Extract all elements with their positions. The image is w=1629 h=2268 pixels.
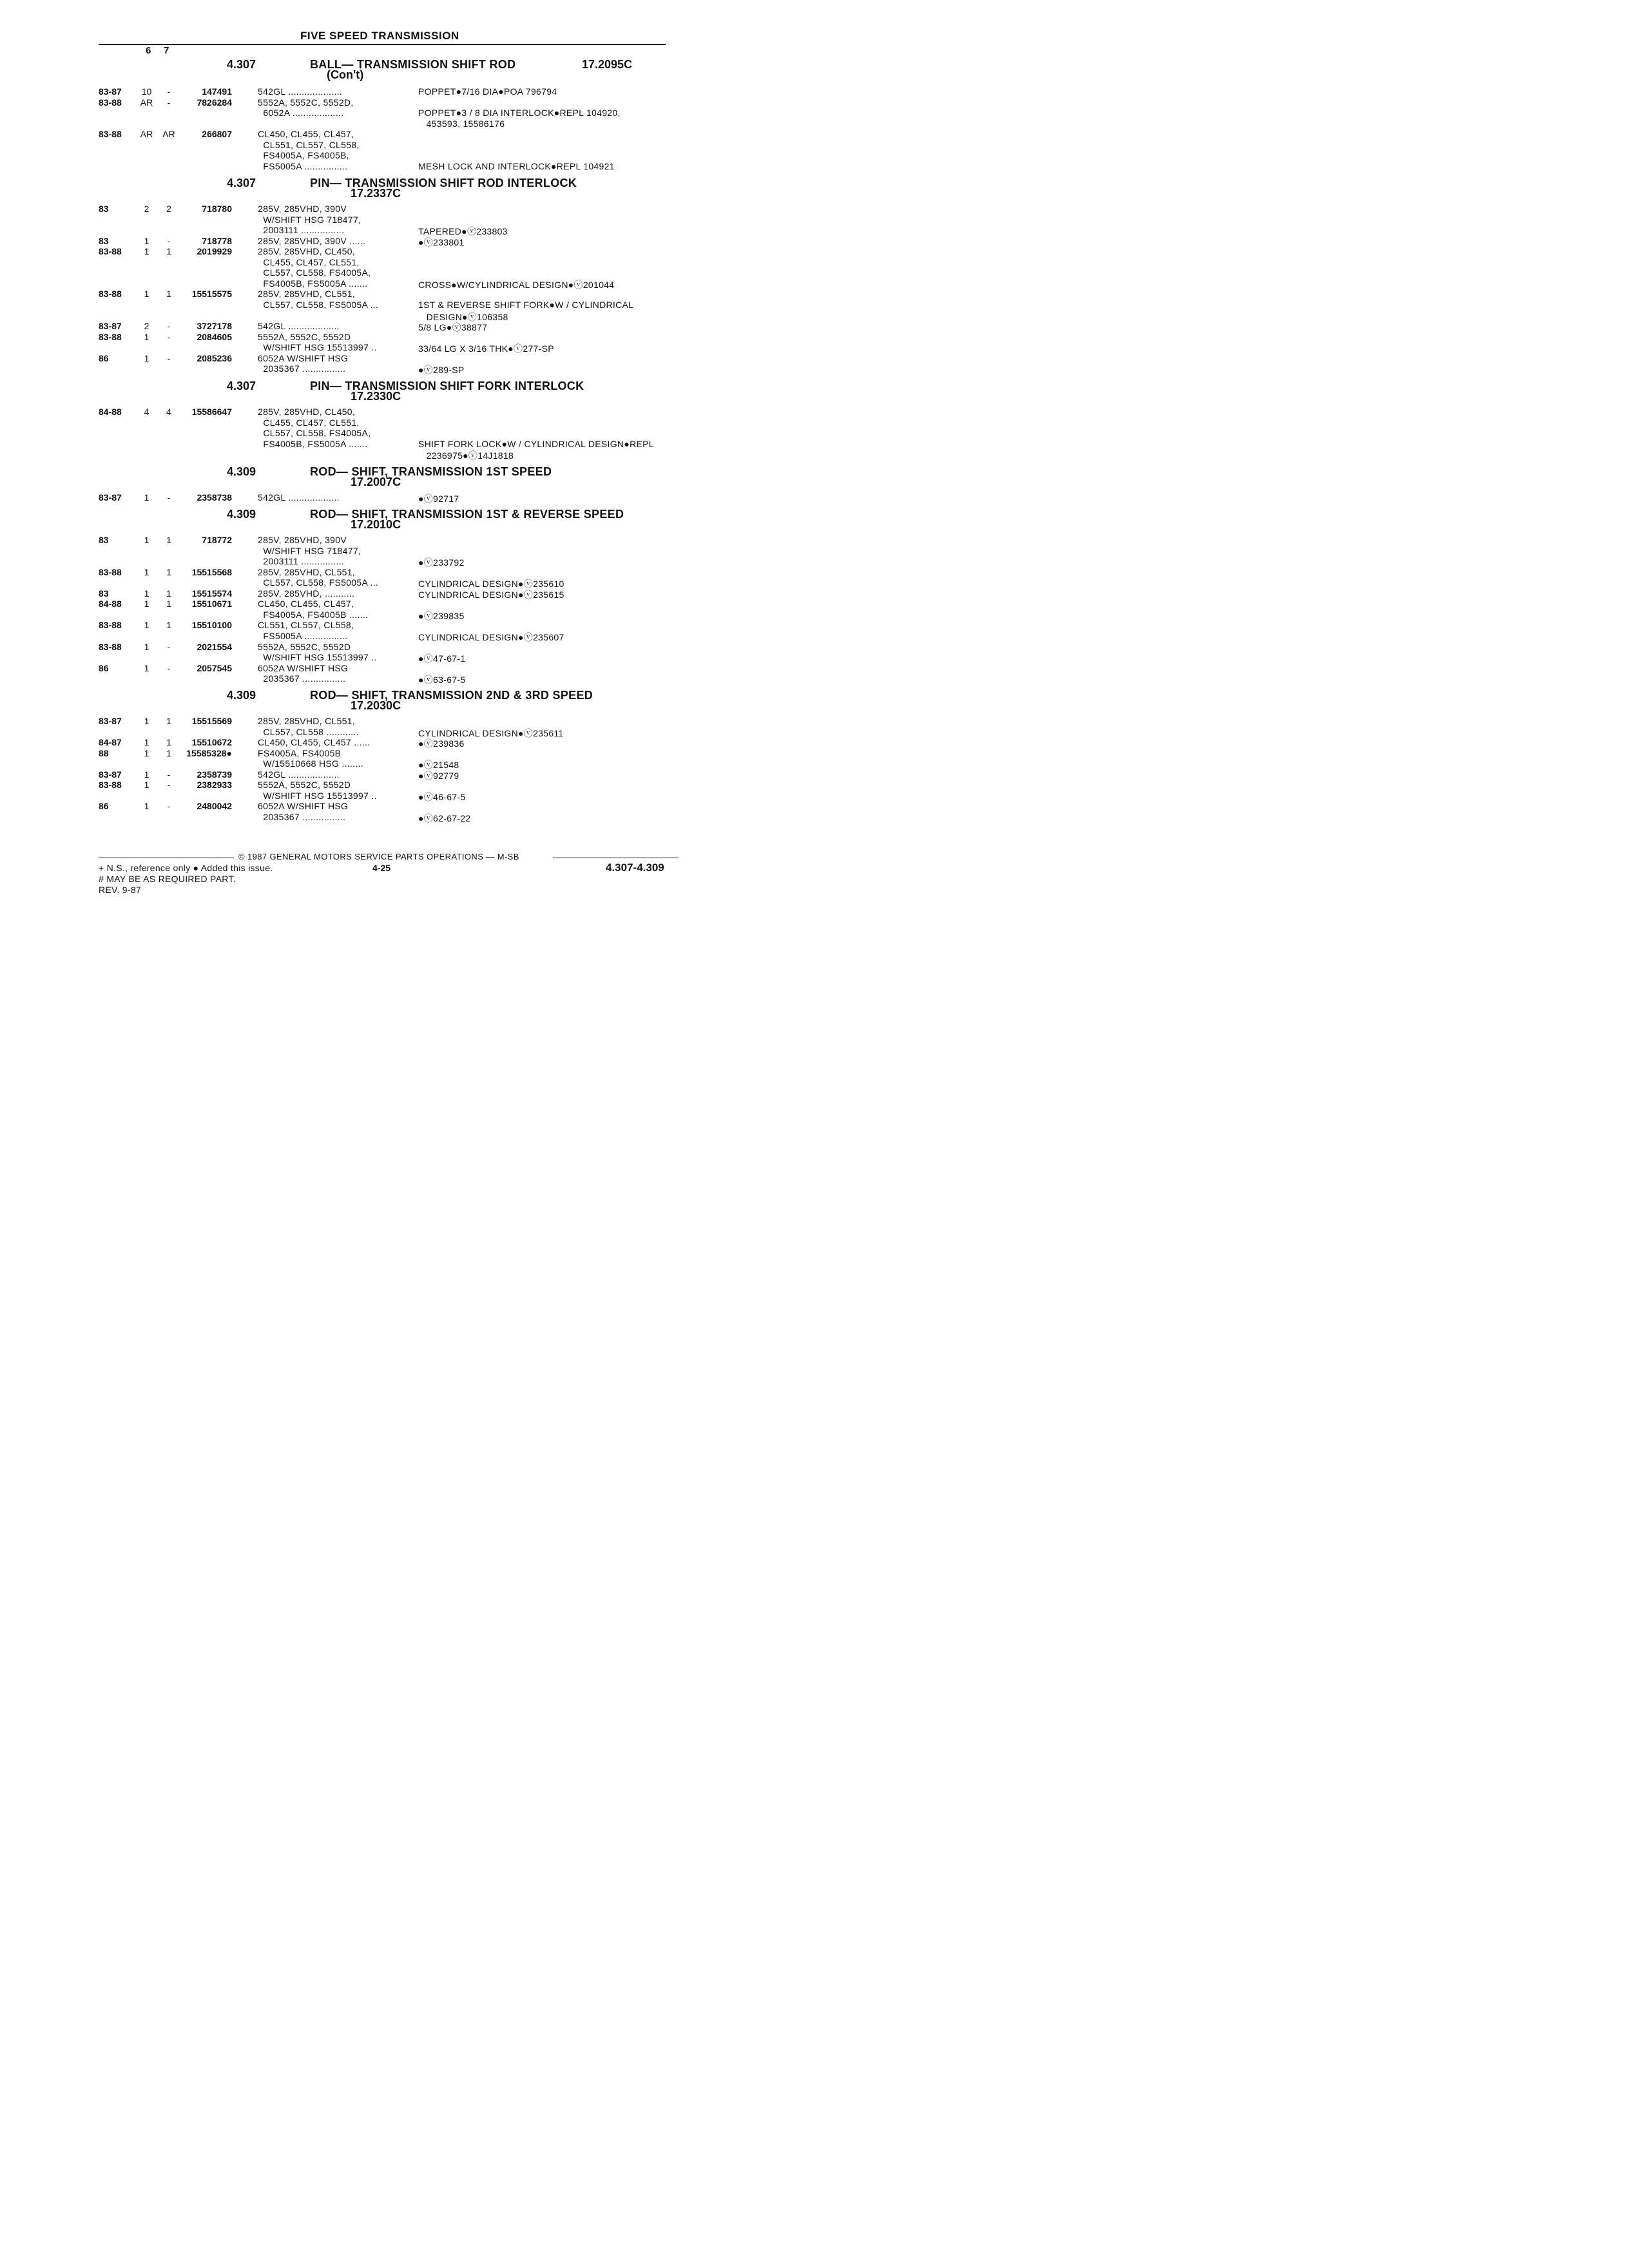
- usage-text: 285V, 285VHD, CL551,: [258, 716, 356, 726]
- part-number: 15585328●: [186, 748, 232, 758]
- part-number: 15586647: [191, 407, 232, 417]
- model-years: 83-88: [99, 129, 122, 139]
- footer-note-ns: + N.S., reference only ● Added this issue.: [99, 863, 273, 873]
- part-row: [0, 225, 731, 236]
- usage-text: CL450, CL455, CL457 ......: [258, 737, 371, 747]
- usage-text: FS5005A ................: [258, 631, 348, 641]
- section-title: PIN— TRANSMISSION SHIFT ROD INTERLOCK: [310, 177, 577, 189]
- part-row: [0, 567, 731, 578]
- quantity-col-6: 1: [144, 332, 149, 342]
- quantity-col-6: 1: [144, 801, 149, 811]
- part-row: [0, 246, 731, 257]
- part-description: POPPET●7/16 DIA●POA 796794: [418, 86, 557, 97]
- model-years: 83-88: [99, 642, 122, 652]
- part-row: [0, 86, 731, 97]
- part-row: [0, 119, 731, 130]
- part-row: [0, 769, 731, 780]
- usage-text: W/SHIFT HSG 718477,: [258, 215, 361, 225]
- quantity-col-6: 1: [144, 289, 149, 299]
- part-row: [0, 428, 731, 439]
- section-number: 4.307: [227, 177, 256, 189]
- part-number: 147491: [202, 86, 232, 97]
- usage-text: CL450, CL455, CL457,: [258, 599, 354, 609]
- section-continued-label: (Con't): [327, 68, 364, 81]
- usage-text: CL557, CL558, FS4005A,: [258, 267, 371, 278]
- part-row: [0, 673, 731, 684]
- usage-text: 542GL ...................: [258, 321, 340, 331]
- quantity-col-6: 1: [144, 353, 149, 363]
- usage-text: 5552A, 5552C, 5552D: [258, 642, 351, 652]
- usage-text: 285V, 285VHD, 390V: [258, 204, 347, 214]
- part-description: 33/64 LG X 3/16 THK●ⓥ277-SP: [418, 343, 554, 354]
- footer-note-required: # MAY BE AS REQUIRED PART.: [99, 874, 236, 884]
- usage-text: FS4005A, FS4005B,: [258, 150, 349, 160]
- quantity-col-6: AR: [140, 97, 153, 108]
- part-description: 5/8 LG●ⓥ38877: [418, 322, 488, 332]
- section-number: 4.307: [227, 58, 256, 71]
- quantity-col-7: 1: [166, 716, 171, 726]
- footer-section-range: 4.307-4.309: [606, 861, 664, 874]
- header-rule: [99, 44, 666, 45]
- parts-catalog-page: [0, 0, 731, 1017]
- part-description: SHIFT FORK LOCK●W / CYLINDRICAL DESIGN●REPL: [418, 439, 654, 449]
- quantity-col-6: 1: [144, 588, 149, 599]
- quantity-col-6: 10: [141, 86, 152, 97]
- part-number: 266807: [202, 129, 232, 139]
- section-title: PIN— TRANSMISSION SHIFT FORK INTERLOCK: [310, 380, 584, 392]
- part-description: MESH LOCK AND INTERLOCK●REPL 104921: [418, 161, 615, 171]
- part-row: [0, 737, 731, 748]
- part-row: [0, 577, 731, 588]
- column-6-heading: 6: [146, 45, 151, 56]
- quantity-col-6: 2: [144, 204, 149, 214]
- usage-text: 285V, 285VHD, CL551,: [258, 289, 356, 299]
- quantity-col-7: AR: [162, 129, 175, 139]
- quantity-col-7: -: [167, 780, 171, 790]
- quantity-col-6: 1: [144, 737, 149, 747]
- part-number: 2358738: [197, 492, 232, 503]
- part-description: CYLINDRICAL DESIGN●ⓥ235615: [418, 590, 564, 600]
- part-row: [0, 716, 731, 727]
- usage-text: FS4005A, FS4005B .......: [258, 610, 369, 620]
- part-description: ●ⓥ233801: [418, 237, 465, 247]
- part-row: [0, 663, 731, 674]
- part-number: 15510671: [191, 599, 232, 609]
- usage-text: 285V, 285VHD, ...........: [258, 588, 355, 599]
- part-row: [0, 342, 731, 353]
- model-years: 83-88: [99, 332, 122, 342]
- section-number: 4.309: [227, 508, 256, 521]
- usage-text: 2035367 ................: [258, 363, 346, 374]
- quantity-col-6: 1: [144, 246, 149, 256]
- footer-revision: REV. 9-87: [99, 885, 142, 895]
- section-title: ROD— SHIFT, TRANSMISSION 2ND & 3RD SPEED: [310, 689, 593, 702]
- page-title: FIVE SPEED TRANSMISSION: [300, 30, 459, 42]
- usage-text: 285V, 285VHD, CL551,: [258, 567, 356, 577]
- quantity-col-6: 1: [144, 535, 149, 545]
- part-description: ●ⓥ233792: [418, 557, 465, 568]
- part-row: [0, 535, 731, 546]
- model-years: 83-87: [99, 716, 122, 726]
- quantity-col-7: 4: [166, 407, 171, 417]
- footer-copyright: © 1987 GENERAL MOTORS SERVICE PARTS OPERATIONS — M-SB: [238, 852, 519, 861]
- part-description: CYLINDRICAL DESIGN●ⓥ235610: [418, 579, 564, 589]
- model-years: 83-87: [99, 769, 122, 780]
- usage-text: W/SHIFT HSG 15513997 ..: [258, 791, 377, 801]
- part-number: 718778: [202, 236, 232, 246]
- usage-text: 6052A W/SHIFT HSG: [258, 353, 349, 363]
- model-years: 83-88: [99, 97, 122, 108]
- usage-text: 2003111 ................: [258, 225, 345, 235]
- part-number: 2021554: [197, 642, 232, 652]
- usage-text: W/15510668 HSG ........: [258, 758, 363, 769]
- part-row: [0, 108, 731, 119]
- part-description: CROSS●W/CYLINDRICAL DESIGN●ⓥ201044: [418, 280, 615, 290]
- quantity-col-7: -: [167, 353, 171, 363]
- part-description: 453593, 15586176: [418, 119, 505, 129]
- part-row: [0, 353, 731, 364]
- column-headings: [146, 45, 182, 56]
- part-number: 2084605: [197, 332, 232, 342]
- part-row: [0, 556, 731, 567]
- section-number: 4.309: [227, 465, 256, 478]
- model-years: 83-88: [99, 780, 122, 790]
- part-row: [0, 161, 731, 172]
- part-description: ●ⓥ46-67-5: [418, 792, 466, 802]
- part-number: 15515568: [191, 567, 232, 577]
- usage-text: 5552A, 5552C, 5552D: [258, 780, 351, 790]
- part-description: ●ⓥ92717: [418, 494, 459, 504]
- quantity-col-6: 1: [144, 663, 149, 673]
- quantity-col-7: 1: [166, 599, 171, 609]
- usage-text: 6052A W/SHIFT HSG: [258, 801, 349, 811]
- part-row: [0, 311, 731, 322]
- quantity-col-6: 1: [144, 620, 149, 630]
- part-row: [0, 267, 731, 278]
- quantity-col-6: 1: [144, 780, 149, 790]
- column-7-heading: 7: [164, 45, 169, 56]
- quantity-col-7: -: [167, 663, 171, 673]
- part-number: 15515574: [191, 588, 232, 599]
- quantity-col-6: 1: [144, 567, 149, 577]
- part-number: 15510100: [191, 620, 232, 630]
- usage-text: CL450, CL455, CL457,: [258, 129, 354, 139]
- usage-text: 2035367 ................: [258, 812, 346, 822]
- part-row: [0, 236, 731, 247]
- usage-text: FS4005B, FS5005A .......: [258, 278, 368, 289]
- model-years: 84-88: [99, 407, 122, 417]
- part-number: 718780: [202, 204, 232, 214]
- usage-text: FS4005B, FS5005A .......: [258, 439, 368, 449]
- quantity-col-7: -: [167, 492, 171, 503]
- section-code: 17.2010C: [351, 518, 401, 531]
- part-number: 2382933: [197, 780, 232, 790]
- part-row: [0, 321, 731, 332]
- part-row: [0, 449, 731, 460]
- quantity-col-7: -: [167, 321, 171, 331]
- quantity-col-7: 1: [166, 246, 171, 256]
- section-title: BALL— TRANSMISSION SHIFT ROD: [310, 58, 516, 71]
- part-description: ●ⓥ62-67-22: [418, 813, 471, 823]
- model-years: 83-88: [99, 246, 122, 256]
- model-years: 86: [99, 801, 109, 811]
- section-title: ROD— SHIFT, TRANSMISSION 1ST & REVERSE SPEED: [310, 508, 624, 521]
- model-years: 83-88: [99, 289, 122, 299]
- usage-text: W/SHIFT HSG 718477,: [258, 546, 361, 556]
- part-row: [0, 642, 731, 653]
- section-number: 4.309: [227, 689, 256, 702]
- part-row: [0, 748, 731, 759]
- quantity-col-7: 1: [166, 535, 171, 545]
- quantity-col-7: 1: [166, 748, 171, 758]
- part-row: [0, 727, 731, 738]
- quantity-col-7: -: [167, 769, 171, 780]
- part-number: 7826284: [197, 97, 232, 108]
- usage-text: 285V, 285VHD, CL450,: [258, 407, 356, 417]
- usage-text: 2035367 ................: [258, 673, 346, 684]
- quantity-col-6: AR: [140, 129, 153, 139]
- quantity-col-6: 1: [144, 716, 149, 726]
- part-row: [0, 546, 731, 557]
- quantity-col-7: 1: [166, 588, 171, 599]
- part-number: 2057545: [197, 663, 232, 673]
- section-code: 17.2095C: [582, 58, 633, 71]
- part-row: [0, 257, 731, 268]
- model-years: 86: [99, 663, 109, 673]
- usage-text: FS4005A, FS4005B: [258, 748, 342, 758]
- part-number: 15515569: [191, 716, 232, 726]
- model-years: 83-87: [99, 321, 122, 331]
- usage-text: 542GL ...................: [258, 492, 340, 503]
- quantity-col-6: 1: [144, 492, 149, 503]
- usage-text: 285V, 285VHD, CL450,: [258, 246, 356, 256]
- usage-text: 6052A W/SHIFT HSG: [258, 663, 349, 673]
- usage-text: 542GL ....................: [258, 86, 342, 97]
- part-number: 15515575: [191, 289, 232, 299]
- quantity-col-7: 1: [166, 737, 171, 747]
- part-row: [0, 300, 731, 311]
- usage-text: CL455, CL457, CL551,: [258, 418, 360, 428]
- model-years: 83-88: [99, 567, 122, 577]
- usage-text: W/SHIFT HSG 15513997 ..: [258, 652, 377, 662]
- usage-text: FS5005A ................: [258, 161, 348, 171]
- part-row: [0, 599, 731, 610]
- section-number: 4.307: [227, 380, 256, 392]
- part-row: [0, 812, 731, 823]
- usage-text: 6052A ...................: [258, 108, 344, 118]
- part-row: [0, 150, 731, 161]
- part-number: 15510672: [191, 737, 232, 747]
- part-row: [0, 332, 731, 343]
- part-row: [0, 791, 731, 802]
- quantity-col-7: -: [167, 801, 171, 811]
- usage-text: 285V, 285VHD, 390V ......: [258, 236, 366, 246]
- quantity-col-6: 2: [144, 321, 149, 331]
- usage-text: CL551, CL557, CL558,: [258, 140, 360, 150]
- quantity-col-6: 1: [144, 769, 149, 780]
- part-description: TAPERED●ⓥ233803: [418, 226, 508, 236]
- usage-text: CL557, CL558, FS5005A ...: [258, 577, 379, 588]
- usage-text: 5552A, 5552C, 5552D,: [258, 97, 354, 108]
- part-number: 2085236: [197, 353, 232, 363]
- section-code: 17.2337C: [351, 187, 401, 200]
- part-description: DESIGN●ⓥ106358: [418, 312, 508, 322]
- part-row: [0, 801, 731, 812]
- usage-text: CL551, CL557, CL558,: [258, 620, 354, 630]
- part-row: [0, 652, 731, 663]
- quantity-col-7: 1: [166, 620, 171, 630]
- part-number: 3727178: [197, 321, 232, 331]
- usage-text: CL557, CL558, FS4005A,: [258, 428, 371, 438]
- model-years: 83-87: [99, 492, 122, 503]
- part-row: [0, 204, 731, 215]
- model-years: 83: [99, 236, 109, 246]
- usage-text: W/SHIFT HSG 15513997 ..: [258, 342, 377, 352]
- usage-text: 542GL ...................: [258, 769, 340, 780]
- part-number: 2358739: [197, 769, 232, 780]
- section-code: 17.2330C: [351, 390, 401, 403]
- quantity-col-6: 1: [144, 599, 149, 609]
- quantity-col-7: -: [167, 642, 171, 652]
- usage-text: 5552A, 5552C, 5552D: [258, 332, 351, 342]
- part-description: ●ⓥ21548: [418, 760, 459, 770]
- part-row: [0, 278, 731, 289]
- part-row: [0, 407, 731, 418]
- part-description: CYLINDRICAL DESIGN●ⓥ235611: [418, 728, 564, 738]
- quantity-col-7: -: [167, 332, 171, 342]
- usage-text: CL557, CL558, FS5005A ...: [258, 300, 379, 310]
- part-row: [0, 140, 731, 151]
- model-years: 86: [99, 353, 109, 363]
- model-years: 83-87: [99, 86, 122, 97]
- part-description: 1ST & REVERSE SHIFT FORK●W / CYLINDRICAL: [418, 300, 634, 310]
- model-years: 83: [99, 588, 109, 599]
- quantity-col-6: 1: [144, 642, 149, 652]
- usage-text: 2003111 ................: [258, 556, 345, 566]
- part-description: 2236975●ⓥ14J1818: [418, 450, 514, 461]
- model-years: 84-88: [99, 599, 122, 609]
- part-row: [0, 620, 731, 631]
- part-row: [0, 610, 731, 620]
- model-years: 83: [99, 535, 109, 545]
- part-description: ●ⓥ239835: [418, 611, 465, 621]
- part-description: ●ⓥ47-67-1: [418, 653, 466, 664]
- part-description: ●ⓥ239836: [418, 738, 465, 749]
- part-row: [0, 289, 731, 300]
- quantity-col-7: -: [167, 97, 171, 108]
- part-row: [0, 215, 731, 226]
- quantity-col-7: -: [167, 236, 171, 246]
- section-code: 17.2007C: [351, 476, 401, 488]
- usage-text: CL557, CL558 ............: [258, 727, 359, 737]
- usage-text: 285V, 285VHD, 390V: [258, 535, 347, 545]
- section-title: ROD— SHIFT, TRANSMISSION 1ST SPEED: [310, 465, 552, 478]
- quantity-col-7: 1: [166, 567, 171, 577]
- part-description: ●ⓥ63-67-5: [418, 675, 466, 685]
- part-description: CYLINDRICAL DESIGN●ⓥ235607: [418, 632, 564, 642]
- quantity-col-7: -: [167, 86, 171, 97]
- part-row: [0, 439, 731, 450]
- part-row: [0, 758, 731, 769]
- quantity-col-6: 1: [144, 236, 149, 246]
- usage-text: CL455, CL457, CL551,: [258, 257, 360, 267]
- quantity-col-6: 4: [144, 407, 149, 417]
- part-number: 2019929: [197, 246, 232, 256]
- quantity-col-7: 2: [166, 204, 171, 214]
- quantity-col-6: 1: [144, 748, 149, 758]
- part-row: [0, 97, 731, 108]
- part-row: [0, 129, 731, 140]
- quantity-col-7: 1: [166, 289, 171, 299]
- part-row: [0, 588, 731, 599]
- part-number: 718772: [202, 535, 232, 545]
- model-years: 83-88: [99, 620, 122, 630]
- part-description: POPPET●3 / 8 DIA INTERLOCK●REPL 104920,: [418, 108, 621, 118]
- model-years: 84-87: [99, 737, 122, 747]
- part-row: [0, 418, 731, 428]
- part-number: 2480042: [197, 801, 232, 811]
- part-row: [0, 631, 731, 642]
- model-years: 88: [99, 748, 109, 758]
- part-row: [0, 363, 731, 374]
- part-row: [0, 492, 731, 503]
- part-description: ●ⓥ289-SP: [418, 365, 465, 375]
- part-row: [0, 780, 731, 791]
- part-description: ●ⓥ92779: [418, 771, 459, 781]
- model-years: 83: [99, 204, 109, 214]
- section-code: 17.2030C: [351, 699, 401, 712]
- footer-page-number: 4-25: [372, 863, 391, 873]
